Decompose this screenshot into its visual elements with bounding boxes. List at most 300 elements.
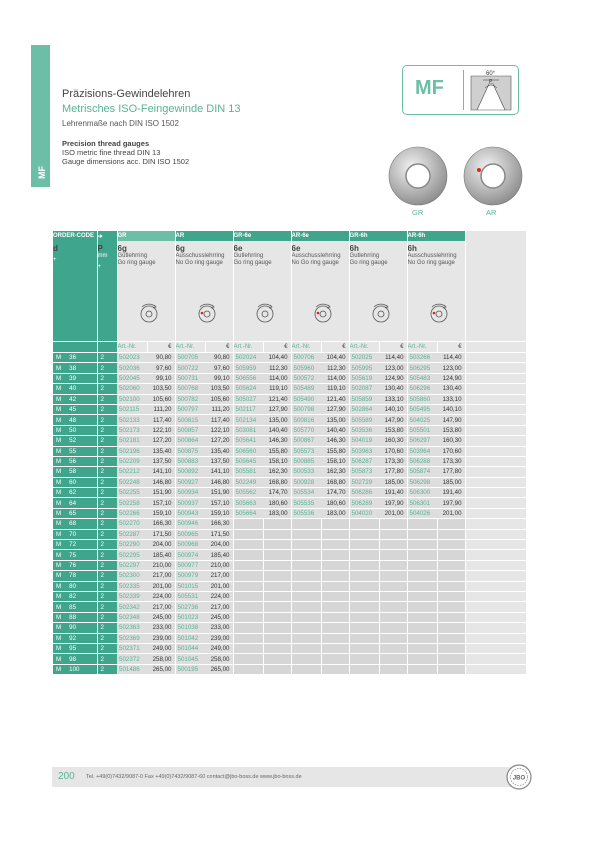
thread-size: [53, 425, 97, 435]
article-number[interactable]: 500885: [291, 456, 321, 466]
article-number[interactable]: 505027: [233, 394, 263, 404]
empty-cell: [379, 540, 407, 550]
price: 123,00: [437, 363, 465, 373]
empty-cell: [233, 602, 263, 612]
article-number[interactable]: 500864: [175, 436, 205, 446]
page-title: Präzisions-Gewindelehren: [62, 88, 191, 100]
go-gauge-symbol-icon: [370, 303, 392, 325]
article-number[interactable]: 506300: [407, 488, 437, 498]
table-filler-cell: [465, 571, 526, 581]
thread-diameter: 82: [69, 593, 77, 601]
article-number[interactable]: 502115: [117, 404, 147, 414]
thread-size: [53, 353, 97, 363]
table-filler-cell: [465, 477, 526, 487]
thread-diameter: 76: [69, 562, 77, 569]
article-number[interactable]: 506298: [407, 477, 437, 487]
article-number[interactable]: 502045: [117, 373, 147, 383]
article-number[interactable]: 506287: [349, 456, 379, 466]
empty-cell: [321, 664, 349, 674]
article-number[interactable]: 502372: [117, 654, 147, 664]
table-row: [53, 540, 526, 550]
thread-prefix: M: [56, 374, 62, 382]
article-number[interactable]: 500705: [175, 353, 205, 363]
article-number[interactable]: 505859: [349, 394, 379, 404]
empty-cell: [233, 591, 263, 601]
article-number[interactable]: 502270: [117, 519, 147, 529]
table-filler-cell: [465, 550, 526, 560]
article-number[interactable]: 501044: [175, 643, 205, 653]
article-number[interactable]: 500867: [291, 436, 321, 446]
article-number[interactable]: 500974: [175, 550, 205, 560]
article-number[interactable]: 500883: [175, 456, 205, 466]
thread-diameter: 78: [69, 572, 77, 580]
price-header: €: [379, 342, 407, 353]
empty-cell: [437, 643, 465, 653]
thread-diameter: 36: [69, 354, 77, 362]
group-description-gr-6e: [233, 241, 291, 342]
article-number[interactable]: 506295: [407, 363, 437, 373]
thread-size: [53, 363, 97, 373]
thread-prefix: M: [56, 593, 62, 601]
empty-cell: [321, 560, 349, 570]
article-number[interactable]: 505562: [233, 488, 263, 498]
article-number[interactable]: 500927: [175, 477, 205, 487]
empty-cell: [233, 571, 263, 581]
article-number[interactable]: 505645: [233, 456, 263, 466]
pitch-header: [97, 241, 117, 342]
price: 201,00: [205, 581, 233, 591]
article-number[interactable]: 505959: [233, 363, 263, 373]
article-number[interactable]: 505589: [349, 415, 379, 425]
empty-cell: [407, 529, 437, 539]
empty-cell: [349, 550, 379, 560]
price: 201,00: [379, 508, 407, 518]
price: 135,40: [147, 446, 175, 456]
article-number[interactable]: 502249: [233, 477, 263, 487]
thread-prefix: M: [56, 416, 62, 424]
table-row: [53, 550, 526, 560]
article-number-header: Art.-Nr.: [291, 342, 321, 353]
empty-cell: [349, 643, 379, 653]
price: 265,00: [205, 664, 233, 674]
thread-diameter: 52: [69, 437, 77, 445]
article-number[interactable]: 502134: [233, 415, 263, 425]
table-row: [53, 571, 526, 581]
article-number[interactable]: 502209: [117, 456, 147, 466]
empty-cell: [407, 571, 437, 581]
price: 177,80: [437, 467, 465, 477]
empty-cell: [379, 654, 407, 664]
price: 114,40: [379, 353, 407, 363]
article-number[interactable]: 505641: [233, 436, 263, 446]
group-description-ar: [175, 241, 233, 342]
gauge-name-de: Ausschusslehrring: [291, 253, 341, 259]
price: 158,10: [321, 456, 349, 466]
price: 180,60: [263, 498, 291, 508]
article-number[interactable]: 505960: [291, 363, 321, 373]
price: 97,60: [205, 363, 233, 373]
price: 124,90: [437, 373, 465, 383]
article-number[interactable]: 500731: [175, 373, 205, 383]
article-number[interactable]: 505874: [407, 467, 437, 477]
article-number[interactable]: 505573: [291, 446, 321, 456]
empty-cell: [321, 519, 349, 529]
table-subheader-row: [53, 342, 526, 353]
thread-diameter: 45: [69, 406, 77, 414]
pitch-unit: mm: [97, 253, 108, 259]
thread-prefix: M: [56, 551, 62, 559]
thread-pitch: 2: [97, 425, 117, 435]
article-number[interactable]: 500706: [291, 353, 321, 363]
thread-size: [53, 550, 97, 560]
article-number[interactable]: 505483: [407, 373, 437, 383]
article-number[interactable]: 502300: [117, 571, 147, 581]
table-description-row: [53, 241, 526, 342]
article-number[interactable]: 506288: [407, 456, 437, 466]
article-number[interactable]: 505770: [291, 425, 321, 435]
article-number[interactable]: 500968: [175, 540, 205, 550]
article-number[interactable]: 500782: [175, 394, 205, 404]
thread-badge: [402, 65, 519, 115]
empty-cell: [437, 664, 465, 674]
table-filler-cell: [465, 623, 526, 633]
table-filler-cell: [465, 404, 526, 414]
article-number[interactable]: 502173: [117, 425, 147, 435]
empty-cell: [321, 654, 349, 664]
thread-diameter: 75: [69, 551, 77, 559]
empty-cell: [407, 643, 437, 653]
diameter-label: d: [53, 244, 58, 253]
article-number[interactable]: 505873: [349, 467, 379, 477]
article-number[interactable]: 502363: [117, 623, 147, 633]
article-number[interactable]: 500892: [175, 467, 205, 477]
price: 217,00: [147, 571, 175, 581]
article-number[interactable]: 504025: [407, 415, 437, 425]
article-number[interactable]: 502258: [117, 498, 147, 508]
article-number[interactable]: 505531: [175, 591, 205, 601]
price: 166,30: [205, 519, 233, 529]
article-number[interactable]: 503081: [233, 425, 263, 435]
thread-diameter: 95: [69, 645, 77, 653]
table-filler-cell: [465, 384, 526, 394]
empty-cell: [349, 602, 379, 612]
table-row: [53, 633, 526, 643]
tolerance-class: 6e: [291, 244, 301, 253]
article-number[interactable]: 500572: [291, 373, 321, 383]
thread-size: [53, 571, 97, 581]
thread-pitch: 2: [97, 488, 117, 498]
article-number[interactable]: 502025: [349, 353, 379, 363]
no-go-ring-label: AR: [486, 208, 497, 217]
article-number[interactable]: 506297: [407, 436, 437, 446]
thread-pitch: 2: [97, 623, 117, 633]
thread-diameter: 56: [69, 458, 77, 466]
empty-cell: [263, 540, 291, 550]
article-number[interactable]: 502369: [117, 633, 147, 643]
article-number[interactable]: 505490: [291, 394, 321, 404]
article-number[interactable]: 502248: [117, 477, 147, 487]
article-number[interactable]: 502339: [117, 591, 147, 601]
gauge-name-en: Go ring gauge: [233, 260, 272, 266]
table-filler-cell: [465, 529, 526, 539]
thread-diameter: 55: [69, 447, 77, 455]
thread-size: [53, 529, 97, 539]
article-number[interactable]: 500857: [175, 425, 205, 435]
article-number[interactable]: 501042: [175, 633, 205, 643]
article-number[interactable]: 500768: [175, 384, 205, 394]
article-number[interactable]: 502060: [117, 384, 147, 394]
thread-size: [53, 384, 97, 394]
table-filler-cell: [465, 415, 526, 425]
empty-cell: [349, 633, 379, 643]
empty-cell: [379, 519, 407, 529]
empty-cell: [233, 664, 263, 674]
article-number[interactable]: 502181: [117, 436, 147, 446]
empty-cell: [291, 623, 321, 633]
price: 174,70: [321, 488, 349, 498]
article-number[interactable]: 502864: [349, 404, 379, 414]
thread-pitch: 2: [97, 581, 117, 591]
thread-pitch: 2: [97, 550, 117, 560]
thread-prefix: M: [56, 624, 62, 632]
price: 173,30: [437, 456, 465, 466]
article-number[interactable]: 503266: [407, 353, 437, 363]
thread-pitch: 2: [97, 508, 117, 518]
price: 137,50: [147, 456, 175, 466]
thread-diameter: 48: [69, 416, 77, 424]
article-number[interactable]: 502196: [117, 446, 147, 456]
article-number[interactable]: 505536: [291, 508, 321, 518]
article-number[interactable]: 501023: [175, 612, 205, 622]
price: 90,80: [147, 353, 175, 363]
article-number[interactable]: 500937: [175, 498, 205, 508]
price: 127,20: [147, 436, 175, 446]
article-number[interactable]: 506296: [407, 384, 437, 394]
article-number[interactable]: 502036: [117, 363, 147, 373]
table-filler-cell: [465, 519, 526, 529]
price: 112,30: [263, 363, 291, 373]
article-number[interactable]: 500722: [175, 363, 205, 373]
article-number[interactable]: 500798: [291, 404, 321, 414]
thread-pitch: 2: [97, 540, 117, 550]
price-header: €: [263, 342, 291, 353]
go-ring-gauge-image: [387, 145, 449, 207]
article-number[interactable]: 500977: [175, 560, 205, 570]
article-number[interactable]: 500195: [175, 664, 205, 674]
article-number[interactable]: 505663: [233, 498, 263, 508]
table-row: [53, 581, 526, 591]
price: 258,00: [205, 654, 233, 664]
article-number[interactable]: 502290: [117, 540, 147, 550]
article-number[interactable]: 503963: [349, 446, 379, 456]
gauge-name-en: No Go ring gauge: [291, 260, 339, 266]
price-header: €: [437, 342, 465, 353]
thread-prefix: M: [56, 510, 62, 518]
article-number[interactable]: 502133: [117, 415, 147, 425]
empty-cell: [263, 643, 291, 653]
article-number[interactable]: 500943: [175, 508, 205, 518]
article-number[interactable]: 501045: [175, 654, 205, 664]
empty-cell: [263, 519, 291, 529]
price: 114,00: [321, 373, 349, 383]
article-number[interactable]: 500875: [175, 446, 205, 456]
article-number[interactable]: 502024: [233, 353, 263, 363]
price: 130,40: [437, 384, 465, 394]
no-go-gauge-symbol-icon: [312, 303, 334, 325]
table-filler-cell: [465, 373, 526, 383]
article-number[interactable]: 506556: [233, 373, 263, 383]
article-number[interactable]: 506301: [407, 498, 437, 508]
diameter-plus: +: [53, 257, 57, 263]
page-subtitle: Metrisches ISO-Feingewinde DIN 13: [62, 103, 241, 115]
article-number[interactable]: 505995: [349, 363, 379, 373]
article-number[interactable]: 500934: [175, 488, 205, 498]
table-row: [53, 467, 526, 477]
empty-cell: [379, 623, 407, 633]
empty-cell: [379, 571, 407, 581]
article-number[interactable]: 506289: [349, 498, 379, 508]
article-number[interactable]: 500797: [175, 404, 205, 414]
article-number[interactable]: 505489: [291, 384, 321, 394]
article-number[interactable]: 502736: [175, 602, 205, 612]
empty-cell: [233, 612, 263, 622]
price: 197,90: [437, 498, 465, 508]
table-row: [53, 602, 526, 612]
article-number[interactable]: 502100: [117, 394, 147, 404]
price: 127,20: [205, 436, 233, 446]
price: 180,60: [321, 498, 349, 508]
empty-cell: [263, 560, 291, 570]
thread-prefix: M: [56, 406, 62, 414]
no-go-ring-gauge-image: [462, 145, 524, 207]
price: 137,50: [205, 456, 233, 466]
article-number[interactable]: 502371: [117, 643, 147, 653]
thread-diameter: 92: [69, 634, 77, 642]
article-number[interactable]: 504026: [407, 508, 437, 518]
article-number[interactable]: 503536: [349, 425, 379, 435]
price: 119,10: [263, 384, 291, 394]
article-number[interactable]: 502117: [233, 404, 263, 414]
article-number[interactable]: 506560: [233, 446, 263, 456]
article-number[interactable]: 502287: [117, 529, 147, 539]
article-number[interactable]: 502255: [117, 488, 147, 498]
gauge-name-en: Go ring gauge: [117, 260, 156, 266]
article-number[interactable]: 502729: [349, 477, 379, 487]
article-number[interactable]: 501015: [175, 581, 205, 591]
article-number[interactable]: 505534: [291, 488, 321, 498]
article-number[interactable]: 502023: [117, 353, 147, 363]
price: 249,00: [147, 643, 175, 653]
article-number[interactable]: 502335: [117, 581, 147, 591]
thread-diameter: 98: [69, 655, 77, 663]
empty-cell: [291, 664, 321, 674]
table-filler-cell: [465, 591, 526, 601]
article-number[interactable]: 505501: [407, 425, 437, 435]
article-number[interactable]: 506286: [349, 488, 379, 498]
article-number[interactable]: 502212: [117, 467, 147, 477]
article-number[interactable]: 505495: [407, 404, 437, 414]
empty-cell: [233, 623, 263, 633]
article-number[interactable]: 502297: [117, 560, 147, 570]
article-number[interactable]: 503964: [407, 446, 437, 456]
price: 217,00: [205, 602, 233, 612]
group-description-ar-6h: [407, 241, 465, 342]
price: 245,00: [147, 612, 175, 622]
thread-size: [53, 394, 97, 404]
thread-prefix: M: [56, 655, 62, 663]
article-number[interactable]: 504019: [349, 436, 379, 446]
article-number[interactable]: 501038: [175, 623, 205, 633]
thread-diameter: 72: [69, 541, 77, 549]
thread-pitch: 2: [97, 384, 117, 394]
empty-cell: [291, 612, 321, 622]
group-code-ar-6h: AR-6h: [407, 231, 465, 241]
price: 201,00: [147, 581, 175, 591]
order-code-label: ORDER-CODE: [53, 231, 97, 241]
article-number[interactable]: 500816: [291, 415, 321, 425]
price: 162,30: [263, 467, 291, 477]
empty-cell: [263, 591, 291, 601]
table-filler-cell: [465, 602, 526, 612]
price: 123,00: [379, 363, 407, 373]
thread-size: [53, 498, 97, 508]
article-number[interactable]: 502295: [117, 550, 147, 560]
price: 245,00: [205, 612, 233, 622]
article-number[interactable]: 500965: [175, 529, 205, 539]
article-number[interactable]: 505664: [233, 508, 263, 518]
article-number[interactable]: 500815: [175, 415, 205, 425]
price-header: €: [205, 342, 233, 353]
empty-cell: [437, 571, 465, 581]
thread-pitch: 2: [97, 591, 117, 601]
article-number-header: Art.-Nr.: [117, 342, 147, 353]
article-number[interactable]: 500533: [291, 467, 321, 477]
article-number[interactable]: 505619: [349, 373, 379, 383]
article-number[interactable]: 502348: [117, 612, 147, 622]
table-row: [53, 456, 526, 466]
thread-diameter: 39: [69, 374, 77, 382]
article-number[interactable]: 505581: [233, 467, 263, 477]
article-number[interactable]: 505860: [407, 394, 437, 404]
article-number[interactable]: 502266: [117, 508, 147, 518]
price: 130,40: [379, 384, 407, 394]
group-code-gr-6h: GR-6h: [349, 231, 407, 241]
article-number[interactable]: 502342: [117, 602, 147, 612]
article-number[interactable]: 500928: [291, 477, 321, 487]
article-number[interactable]: 505624: [233, 384, 263, 394]
price: 224,00: [147, 591, 175, 601]
article-number[interactable]: 504020: [349, 508, 379, 518]
thread-prefix: M: [56, 530, 62, 538]
empty-cell: [233, 643, 263, 653]
article-number-header: Art.-Nr.: [349, 342, 379, 353]
article-number[interactable]: 500946: [175, 519, 205, 529]
article-number[interactable]: 501486: [117, 664, 147, 674]
empty-cell: [379, 643, 407, 653]
thread-diameter: 100: [69, 665, 80, 673]
empty-cell: [291, 560, 321, 570]
empty-cell: [437, 623, 465, 633]
article-number[interactable]: 500979: [175, 571, 205, 581]
empty-cell: [407, 612, 437, 622]
article-number[interactable]: 502087: [349, 384, 379, 394]
price: 265,00: [147, 664, 175, 674]
article-number[interactable]: 505535: [291, 498, 321, 508]
empty-cell: [291, 540, 321, 550]
group-description-gr-6h: [349, 241, 407, 342]
tolerance-class: 6h: [407, 244, 417, 253]
empty-cell: [349, 540, 379, 550]
